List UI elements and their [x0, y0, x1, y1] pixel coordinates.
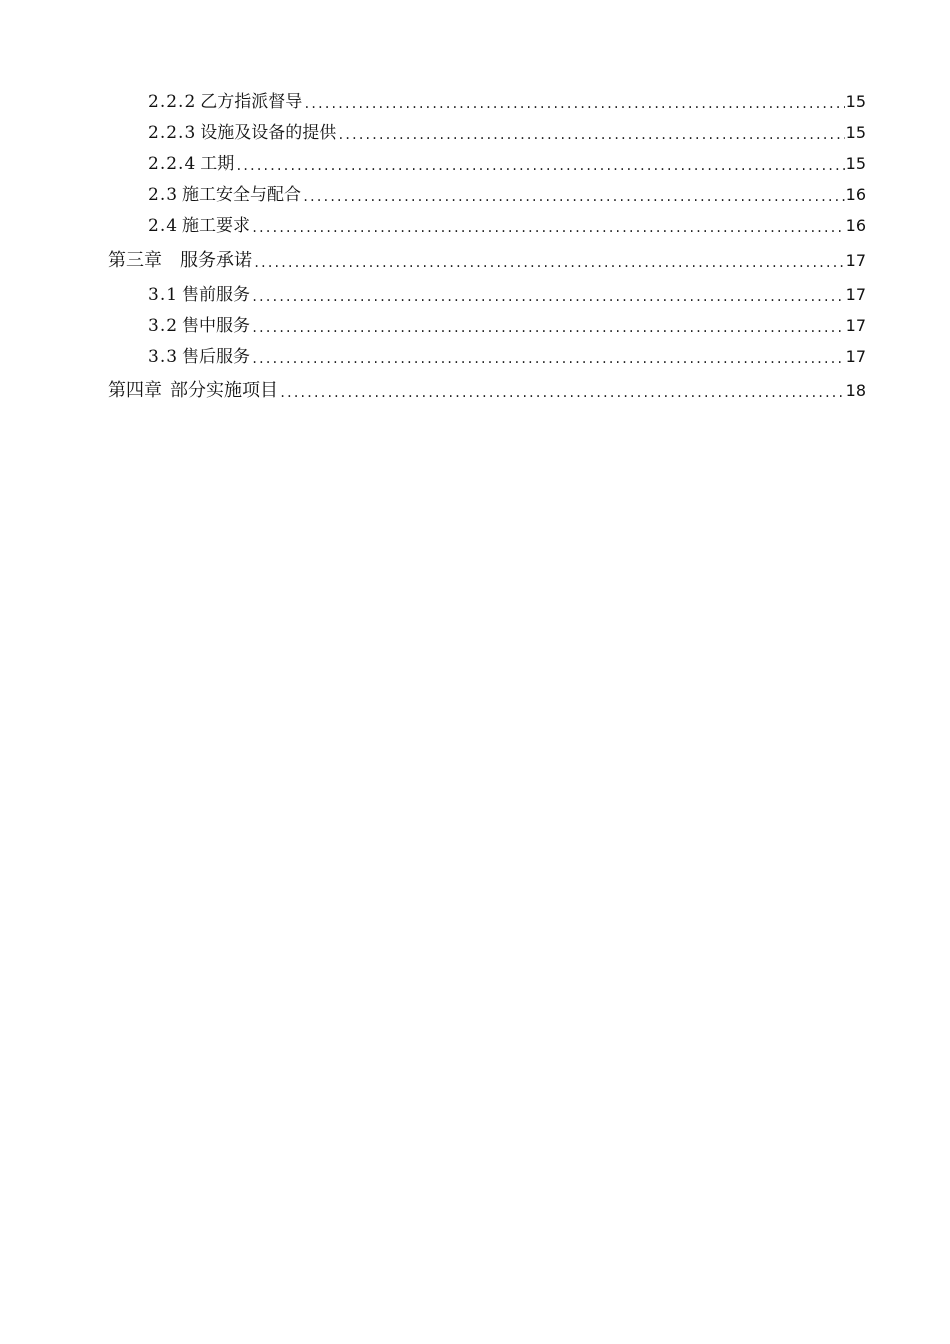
toc-entry-chapter-3[interactable] [108, 250, 866, 272]
toc-entry-page: 16 [845, 185, 866, 204]
toc-entry-page: 18 [845, 381, 866, 400]
toc-entry-title: 服务承诺 [162, 250, 252, 271]
toc-entry-title: 施工要求 [182, 216, 251, 236]
toc-entry-number: 2.4 [148, 216, 179, 236]
toc-leader-dots [303, 95, 844, 113]
toc-entry-title: 售后服务 [182, 347, 251, 367]
toc-entry-number: 2.2.4 [148, 154, 197, 174]
toc-leader-dots [279, 384, 845, 402]
toc-entry-number: 第三章 [108, 250, 162, 271]
toc-leader-dots [251, 350, 845, 368]
toc-leader-dots [302, 188, 845, 206]
toc-entry-title: 施工安全与配合 [182, 185, 302, 205]
toc-entry-page: 17 [845, 251, 866, 270]
toc-entry-number: 2.2.2 [148, 92, 197, 112]
toc-entry-chapter-4[interactable] [108, 380, 866, 402]
toc-leader-dots [253, 254, 845, 272]
toc-entry-3-1[interactable] [148, 284, 866, 306]
toc-entry-2-2-3[interactable] [148, 122, 866, 144]
toc-entry-title: 设施及设备的提供 [200, 123, 337, 143]
toc-entry-title: 部分实施项目 [170, 380, 278, 401]
toc-leader-dots [251, 319, 845, 337]
toc-entry-page: 15 [845, 123, 866, 142]
toc-entry-3-3[interactable] [148, 346, 866, 368]
toc-entry-2-3[interactable] [148, 184, 866, 206]
toc-entry-2-2-2[interactable] [148, 91, 866, 113]
toc-leader-dots [337, 126, 844, 144]
toc-entry-page: 17 [845, 316, 866, 335]
toc-entry-page: 15 [845, 154, 866, 173]
toc-entry-title: 工期 [200, 154, 235, 174]
toc-entry-title: 售中服务 [182, 316, 251, 336]
toc-entry-number: 2.3 [148, 185, 179, 205]
toc-entry-number: 2.2.3 [148, 123, 197, 143]
toc-leader-dots [235, 157, 844, 175]
toc-entry-2-4[interactable] [148, 215, 866, 237]
toc-entry-page: 17 [845, 285, 866, 304]
toc-entry-number: 3.3 [148, 347, 179, 367]
toc-entry-2-2-4[interactable] [148, 153, 866, 175]
toc-entry-3-2[interactable] [148, 315, 866, 337]
toc-entry-title: 售前服务 [182, 285, 251, 305]
toc-entry-page: 16 [845, 216, 866, 235]
toc-entry-title: 乙方指派督导 [200, 92, 303, 112]
toc-entry-number: 3.1 [148, 285, 179, 305]
toc-entry-number: 3.2 [148, 316, 179, 336]
toc-entry-page: 17 [845, 347, 866, 366]
toc-entry-number: 第四章 [108, 380, 162, 401]
toc-leader-dots [251, 219, 845, 237]
toc-leader-dots [251, 288, 845, 306]
toc-entry-page: 15 [845, 92, 866, 111]
